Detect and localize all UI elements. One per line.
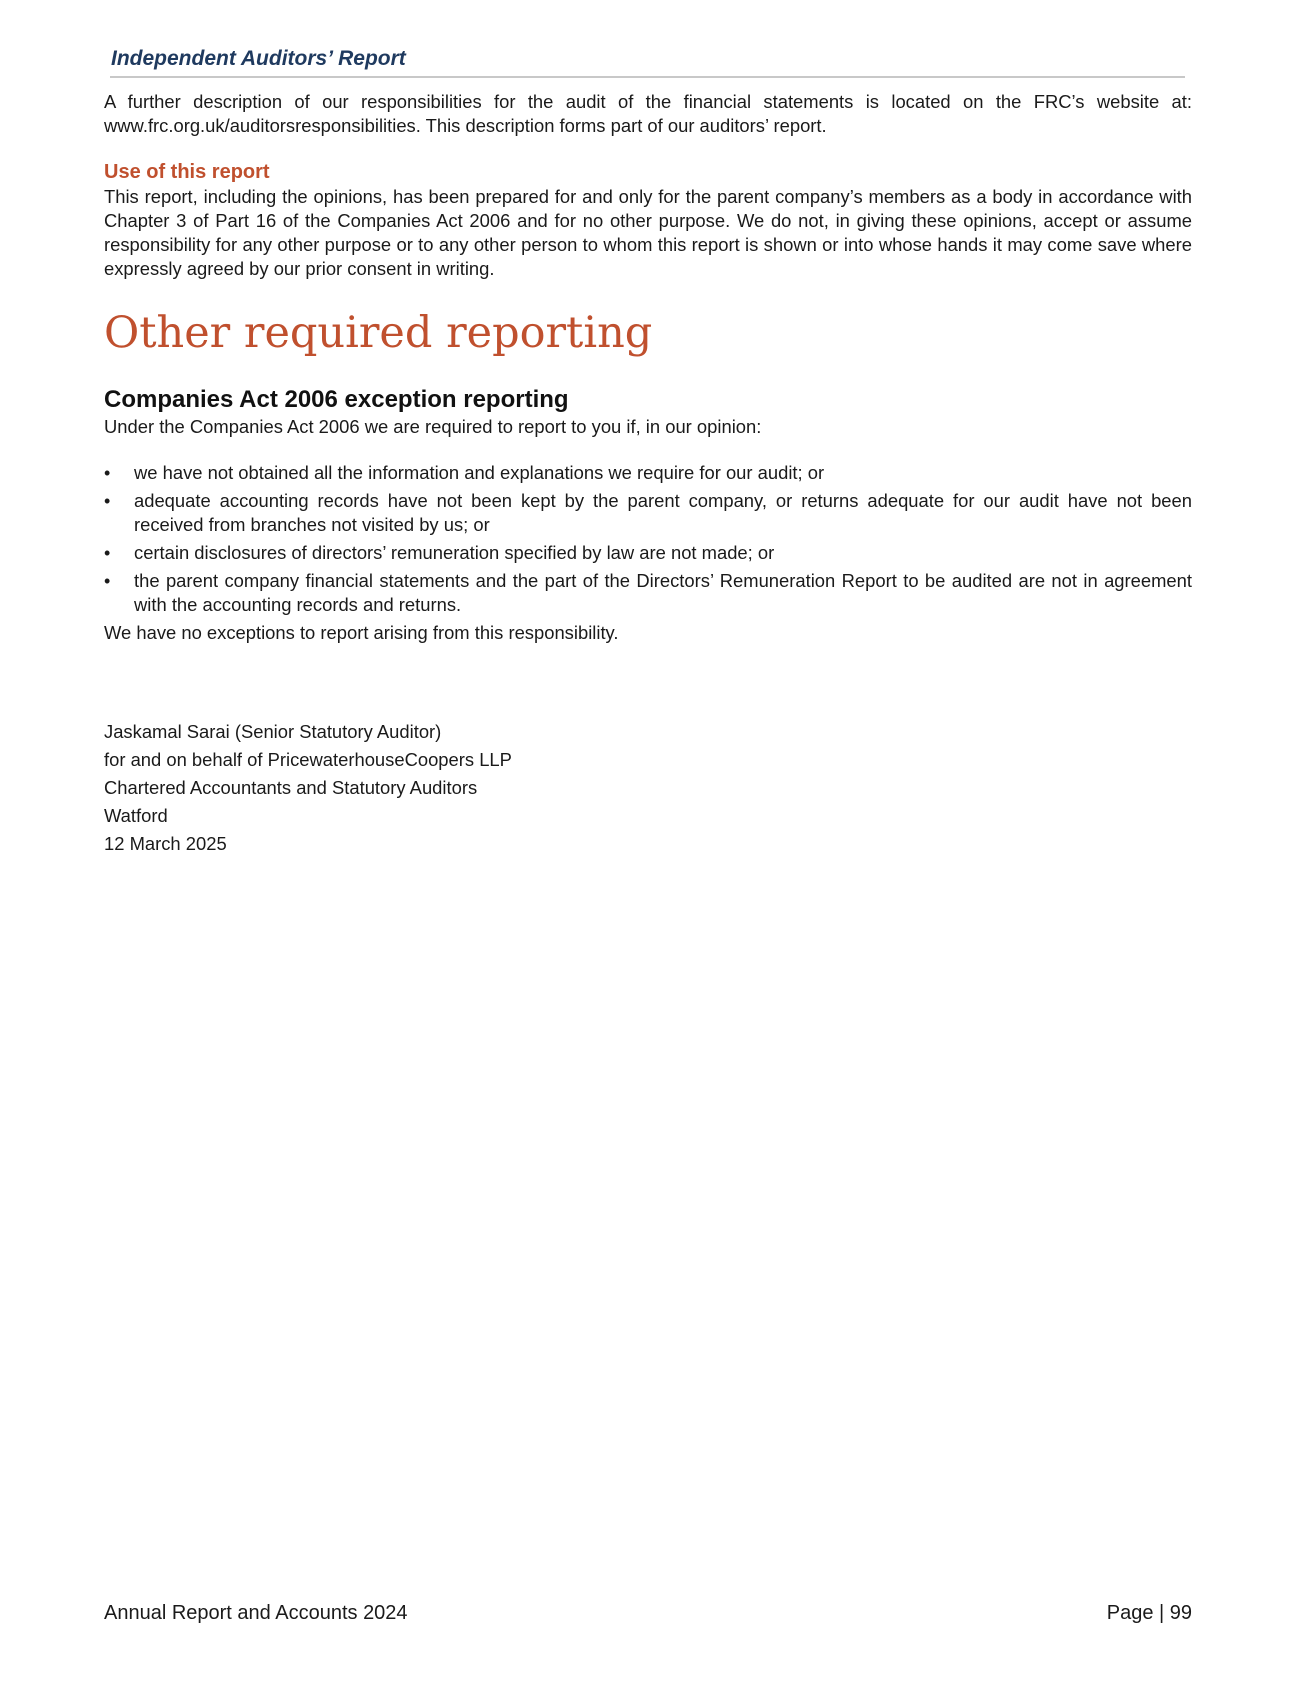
bullet-icon: •: [104, 463, 111, 483]
list-item-text: we have not obtained all the information and explanations we require for our audit; or: [134, 462, 825, 483]
report-header-title: Independent Auditors’ Report: [111, 47, 406, 70]
signature-date: 12 March 2025: [104, 833, 227, 854]
list-item: [104, 541, 1192, 565]
list-item: [104, 461, 1192, 485]
bullet-icon: •: [104, 491, 111, 511]
list-item-text: certain disclosures of directors’ remuneration specified by law are not made; or: [134, 542, 775, 563]
footer-report-title: Annual Report and Accounts 2024: [104, 1602, 408, 1624]
auditor-name: Jaskamal Sarai (Senior Statutory Auditor): [104, 721, 442, 742]
page-header: [110, 46, 1185, 78]
exception-intro: Under the Companies Act 2006 we are required to report to you if, in our opinion:: [104, 416, 762, 437]
auditor-role: Chartered Accountants and Statutory Auditors: [104, 777, 478, 798]
use-of-report-heading: Use of this report: [104, 161, 270, 183]
signature-location: Watford: [104, 805, 168, 826]
list-item: [104, 569, 1192, 617]
list-item: [104, 489, 1192, 537]
use-of-report-text: This report, including the opinions, has been prepared for and only for the parent company’s members as a body in accordance with Chapter 3 of Part 16 of the Companies Act 2006 and for no other purpose. We do not, in giving these opinions, accept or assume responsibility for any other purpose or to any other person to whom this report is shown or into whose hands it may come save where expressly agreed by our prior consent in writing.: [104, 186, 1192, 279]
exception-reporting-heading: Companies Act 2006 exception reporting: [104, 386, 569, 413]
list-item-text: adequate accounting records have not been kept by the parent company, or returns adequate for our audit have not been received from branches not visited by us; or: [134, 490, 1192, 535]
signature-block: [104, 718, 1192, 858]
exception-list: [104, 461, 1192, 617]
bullet-icon: •: [104, 543, 111, 563]
exception-closing: We have no exceptions to report arising from this responsibility.: [104, 622, 619, 643]
section-title: Other required reporting: [104, 308, 653, 358]
header-divider: [110, 76, 1185, 78]
list-item-text: the parent company financial statements and the part of the Directors’ Remuneration Report to be audited are not in agreement with the accounting records and returns.: [134, 570, 1192, 615]
page-number: Page | 99: [1106, 1602, 1192, 1624]
auditor-firm: for and on behalf of PricewaterhouseCoopers LLP: [104, 749, 512, 770]
bullet-icon: •: [104, 571, 111, 591]
responsibilities-paragraph: A further description of our responsibilities for the audit of the financial statements is located on the FRC’s website at: www.frc.org.uk/auditorsresponsibilities. This description forms part of our auditors’ report.: [104, 91, 1192, 136]
page-footer: [104, 1600, 1192, 1626]
main-content: [104, 90, 1192, 858]
